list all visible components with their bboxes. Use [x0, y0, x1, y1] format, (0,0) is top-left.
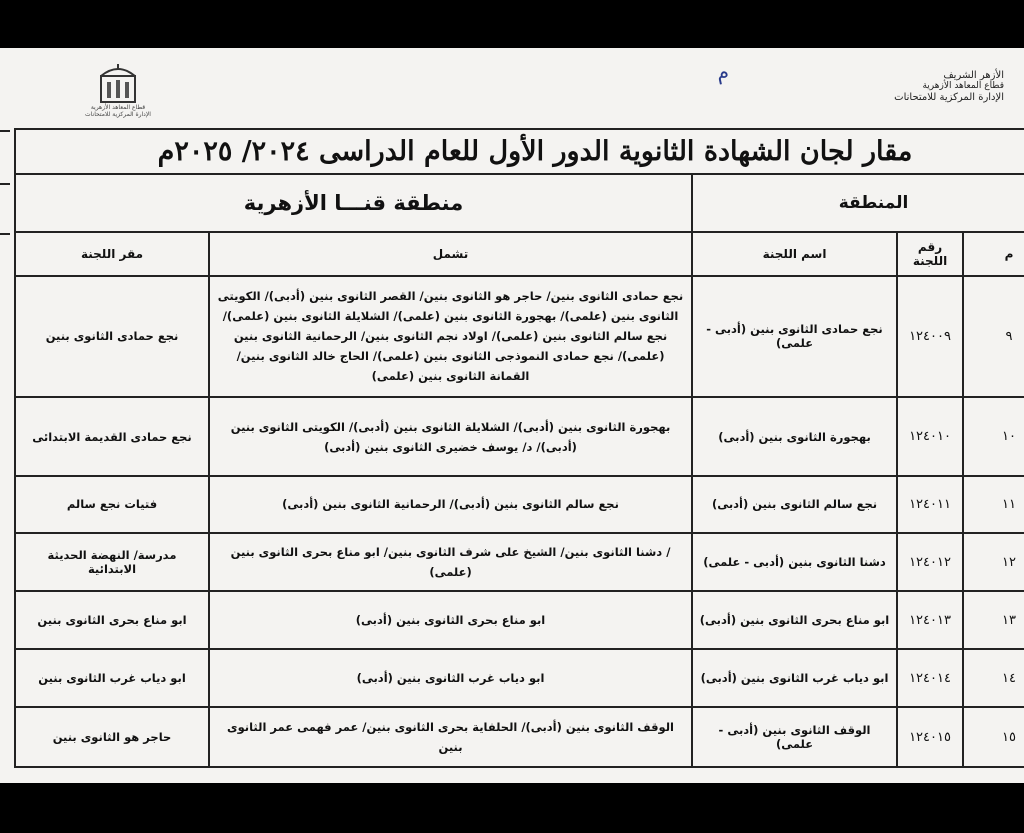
cell-serial: ١٢ — [963, 533, 1024, 592]
cell-name: ابو مناع بحرى الثانوى بنين (أدبى) — [692, 591, 897, 649]
cell-name: دشنا الثانوى بنين (أدبى - علمى) — [692, 533, 897, 592]
region-row — [15, 174, 1024, 232]
column-header-venue: مقر اللجنة — [15, 232, 209, 275]
cell-includes: ابو مناع بحرى الثانوى بنين (أدبى) — [209, 591, 692, 649]
column-header-includes: تشمل — [209, 232, 692, 275]
table-row — [15, 591, 1024, 649]
org-line: قطاع المعاهد الأزهرية — [922, 81, 1004, 91]
org-header — [874, 70, 1004, 103]
table-row — [15, 397, 1024, 475]
logo-block — [58, 62, 178, 118]
cell-venue: حاجر هو الثانوى بنين — [15, 707, 209, 767]
table-row — [15, 476, 1024, 533]
logo-caption: الإدارة المركزية للامتحانات — [85, 111, 151, 118]
cell-serial: ١١ — [963, 476, 1024, 533]
column-header-number: رقم اللجنة — [897, 232, 963, 275]
cell-number: ١٢٤٠١٣ — [897, 591, 963, 649]
cell-includes: نجع حمادى الثانوى بنين/ حاجر هو الثانوى بنين/ القصر الثانوى بنين (أدبى)/ الكويتى الثانوى بنين (علمى)/ بهجورة الثانوى بنين (علمى)/ الشلايلة الثانوى بنين (علمى)/ نجع سالم الثانوى بنين (علمى)/ اولاد نجم الثانوى بنين/ الرحمانية الثانوى بنين (علمى)/ نجع حمادى النموذجى الثانوى بنين (علمى)/ الحاج خالد الثانوى بنين/ القمانة الثانوى بنين (علمى) — [209, 276, 692, 398]
cell-includes: بهجورة الثانوى بنين (أدبى)/ الشلايلة الثانوى بنين (أدبى)/ الكويتى الثانوى بنين (أدبى)/ د/ يوسف خضيرى الثانوى بنين (أدبى) — [209, 397, 692, 475]
cell-name: نجع سالم الثانوى بنين (أدبى) — [692, 476, 897, 533]
handwritten-mark: م — [713, 58, 731, 86]
document-page — [0, 48, 1024, 783]
cell-venue: نجع حمادى القديمة الابتدائى — [15, 397, 209, 475]
cell-number: ١٢٤٠١١ — [897, 476, 963, 533]
page-title: مقار لجان الشهادة الثانوية الدور الأول للعام الدراسى ٢٠٢٤/ ٢٠٢٥م — [15, 129, 1024, 174]
cell-serial: ١٠ — [963, 397, 1024, 475]
column-header-row — [15, 232, 1024, 275]
cell-includes: الوقف الثانوى بنين (أدبى)/ الحلفاية بحرى الثانوى بنين/ عمر فهمى عمر الثانوى بنين — [209, 707, 692, 767]
region-label: المنطقة — [692, 174, 1024, 232]
cell-number: ١٢٤٠١٠ — [897, 397, 963, 475]
cell-serial: ٩ — [963, 276, 1024, 398]
cell-name: بهجورة الثانوى بنين (أدبى) — [692, 397, 897, 475]
org-line: الإدارة المركزية للامتحانات — [894, 92, 1004, 103]
cell-venue: ابو مناع بحرى الثانوى بنين — [15, 591, 209, 649]
cell-venue: ابو دياب غرب الثانوى بنين — [15, 649, 209, 707]
cell-name: ابو دياب غرب الثانوى بنين (أدبى) — [692, 649, 897, 707]
cell-includes: نجع سالم الثانوى بنين (أدبى)/ الرحمانية الثانوى بنين (أدبى) — [209, 476, 692, 533]
table-row — [15, 276, 1024, 398]
cell-serial: ١٤ — [963, 649, 1024, 707]
cell-venue: فتيات نجع سالم — [15, 476, 209, 533]
title-row — [15, 129, 1024, 174]
table-row — [15, 707, 1024, 767]
cell-number: ١٢٤٠٠٩ — [897, 276, 963, 398]
table-row — [15, 649, 1024, 707]
cell-serial: ١٥ — [963, 707, 1024, 767]
cell-number: ١٢٤٠١٥ — [897, 707, 963, 767]
cell-serial: ١٣ — [963, 591, 1024, 649]
cell-includes: / دشنا الثانوى بنين/ الشيخ على شرف الثانوى بنين/ ابو مناع بحرى الثانوى بنين (علمى) — [209, 533, 692, 592]
org-line: الأزهر الشريف — [943, 70, 1004, 81]
logo-caption: قطاع المعاهد الأزهرية — [90, 104, 146, 111]
azhar-logo-icon — [95, 62, 141, 104]
table-row — [15, 533, 1024, 592]
edge-mark — [0, 233, 10, 235]
column-header-name: اسم اللجنة — [692, 232, 897, 275]
cell-includes: ابو دياب غرب الثانوى بنين (أدبى) — [209, 649, 692, 707]
cell-number: ١٢٤٠١٢ — [897, 533, 963, 592]
cell-venue: نجع حمادى الثانوى بنين — [15, 276, 209, 398]
committees-table — [14, 128, 1024, 768]
edge-mark — [0, 183, 10, 185]
cell-name: الوقف الثانوى بنين (أدبى - علمى) — [692, 707, 897, 767]
cell-venue: مدرسة/ النهضة الحديثة الابتدائية — [15, 533, 209, 592]
cell-number: ١٢٤٠١٤ — [897, 649, 963, 707]
region-name: منطقة قنـــا الأزهرية — [15, 174, 692, 232]
edge-mark — [0, 130, 10, 132]
column-header-serial: م — [963, 232, 1024, 275]
cell-name: نجع حمادى الثانوى بنين (أدبى - علمى) — [692, 276, 897, 398]
